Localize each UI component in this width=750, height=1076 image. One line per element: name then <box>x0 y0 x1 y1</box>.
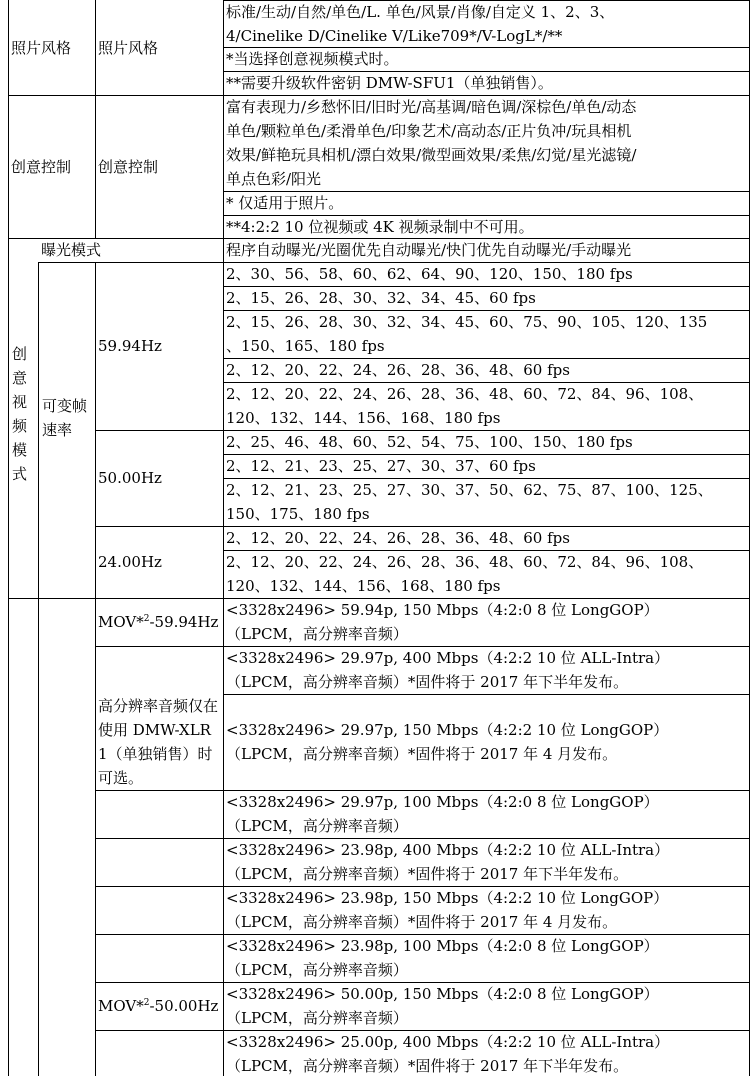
rec-format-row-3: <3328x2496> 29.97p, 150 Mbps（4:2:2 10 位 LongGOP） （LPCM，高分辨率音频）*固件将于 2017 年 4 月发布。 <box>226 721 669 763</box>
photo-style-values: 标准/生动/自然/单色/L. 单色/风景/肖像/自定义 1、2、3、 4/Cinelike D/Cinelike V/Like709*/V-LogL*/** <box>226 3 615 45</box>
fps-24-00-row-2: 2、12、20、22、24、26、28、36、48、60、72、84、96、108、 120、132、144、156、168、180 fps <box>226 553 704 595</box>
rec-format-row-5: <3328x2496> 23.98p, 400 Mbps（4:2:2 10 位 ALL-Intra） （LPCM，高分辨率音频）*固件将于 2017 年下半年发布。 <box>226 841 670 883</box>
rec-format-row-2: <3328x2496> 29.97p, 400 Mbps（4:2:2 10 位 ALL-Intra） （LPCM，高分辨率音频）*固件将于 2017 年下半年发布。 <box>226 649 670 691</box>
rec-format-row-9: <3328x2496> 25.00p, 400 Mbps（4:2:2 10 位 ALL-Intra） （LPCM，高分辨率音频）*固件将于 2017 年下半年发布。 <box>226 1033 670 1075</box>
creative-control-category: 创意控制 <box>11 157 72 176</box>
rec-format-row-6: <3328x2496> 23.98p, 150 Mbps（4:2:2 10 位 LongGOP） （LPCM，高分辨率音频）*固件将于 2017 年 4 月发布。 <box>226 889 669 931</box>
rec-format-row-1: <3328x2496> 59.94p, 150 Mbps（4:2:0 8 位 LongGOP） （LPCM，高分辨率音频） <box>226 601 659 643</box>
rec-format-row-4: <3328x2496> 29.97p, 100 Mbps（4:2:0 8 位 LongGOP） （LPCM，高分辨率音频） <box>226 793 659 835</box>
fps-24-00-row-1: 2、12、20、22、24、26、28、36、48、60 fps <box>226 529 570 547</box>
exposure-mode-label: 曝光模式 <box>41 241 102 259</box>
photo-style-item: 照片风格 <box>98 38 159 57</box>
freq-24-00hz-label: 24.00Hz <box>98 553 162 571</box>
fps-59-94-row-1: 2、30、56、58、60、62、64、90、120、150、180 fps <box>226 265 633 283</box>
mov-59-94hz-label: MOV*$^2$-59.94Hz <box>98 613 219 631</box>
freq-59-94hz-label: 59.94Hz <box>98 337 162 355</box>
variable-frame-rate-label: 可变帧速率 <box>42 397 88 439</box>
freq-50-00hz-label: 50.00Hz <box>98 469 162 487</box>
fps-59-94-row-3: 2、15、26、28、30、32、34、45、60、75、90、105、120、135 、150、165、180 fps <box>226 313 708 355</box>
fps-59-94-row-4: 2、12、20、22、24、26、28、36、48、60 fps <box>226 361 570 379</box>
photo-style-note-2: **需要升级软件密钥 DMW-SFU1（单独销售）。 <box>226 74 553 92</box>
fps-50-00-row-3: 2、12、21、23、25、27、30、37、50、62、75、87、100、125、 150、175、180 fps <box>226 481 713 523</box>
creative-control-note-2: **4:2:2 10 位视频或 4K 视频录制中不可用。 <box>226 218 534 236</box>
mov-50-00hz-label: MOV*$^2$-50.00Hz <box>98 997 219 1015</box>
photo-style-note-1: *当选择创意视频模式时。 <box>226 50 399 68</box>
fps-59-94-row-5: 2、12、20、22、24、26、28、36、48、60、72、84、96、108、 120、132、144、156、168、180 fps <box>226 385 704 427</box>
fps-50-00-row-2: 2、12、21、23、25、27、30、37、60 fps <box>226 457 536 475</box>
fps-59-94-row-2: 2、15、26、28、30、32、34、45、60 fps <box>226 289 536 307</box>
creative-control-values: 富有表现力/乡愁怀旧/旧时光/高基调/暗色调/深棕色/单色/动态 单色/颗粒单色/柔滑单色/印象艺术/高动态/正片负冲/玩具相机 效果/鲜艳玩具相机/漂白效果/微型画效果/柔焦/幻觉/星光滤镜/ 单点色彩/阳光 <box>226 98 637 188</box>
rec-format-row-7: <3328x2496> 23.98p, 100 Mbps（4:2:0 8 位 LongGOP） （LPCM，高分辨率音频） <box>226 937 659 979</box>
fps-50-00-row-1: 2、25、46、48、60、52、54、75、100、150、180 fps <box>226 433 633 451</box>
creative-control-note-1: * 仅适用于照片。 <box>226 194 344 212</box>
rec-format-row-8: <3328x2496> 50.00p, 150 Mbps（4:2:0 8 位 LongGOP） （LPCM，高分辨率音频） <box>226 985 659 1027</box>
creative-control-item: 创意控制 <box>98 157 159 176</box>
photo-style-category: 照片风格 <box>11 38 72 57</box>
exposure-mode-values: 程序自动曝光/光圈优先自动曝光/快门优先自动曝光/手动曝光 <box>226 241 632 259</box>
hi-res-audio-note: 高分辨率音频仅在使用 DMW-XLR1（单独销售）时可选。 <box>98 697 219 787</box>
creative-video-category: 创意视频模式 <box>12 345 28 483</box>
